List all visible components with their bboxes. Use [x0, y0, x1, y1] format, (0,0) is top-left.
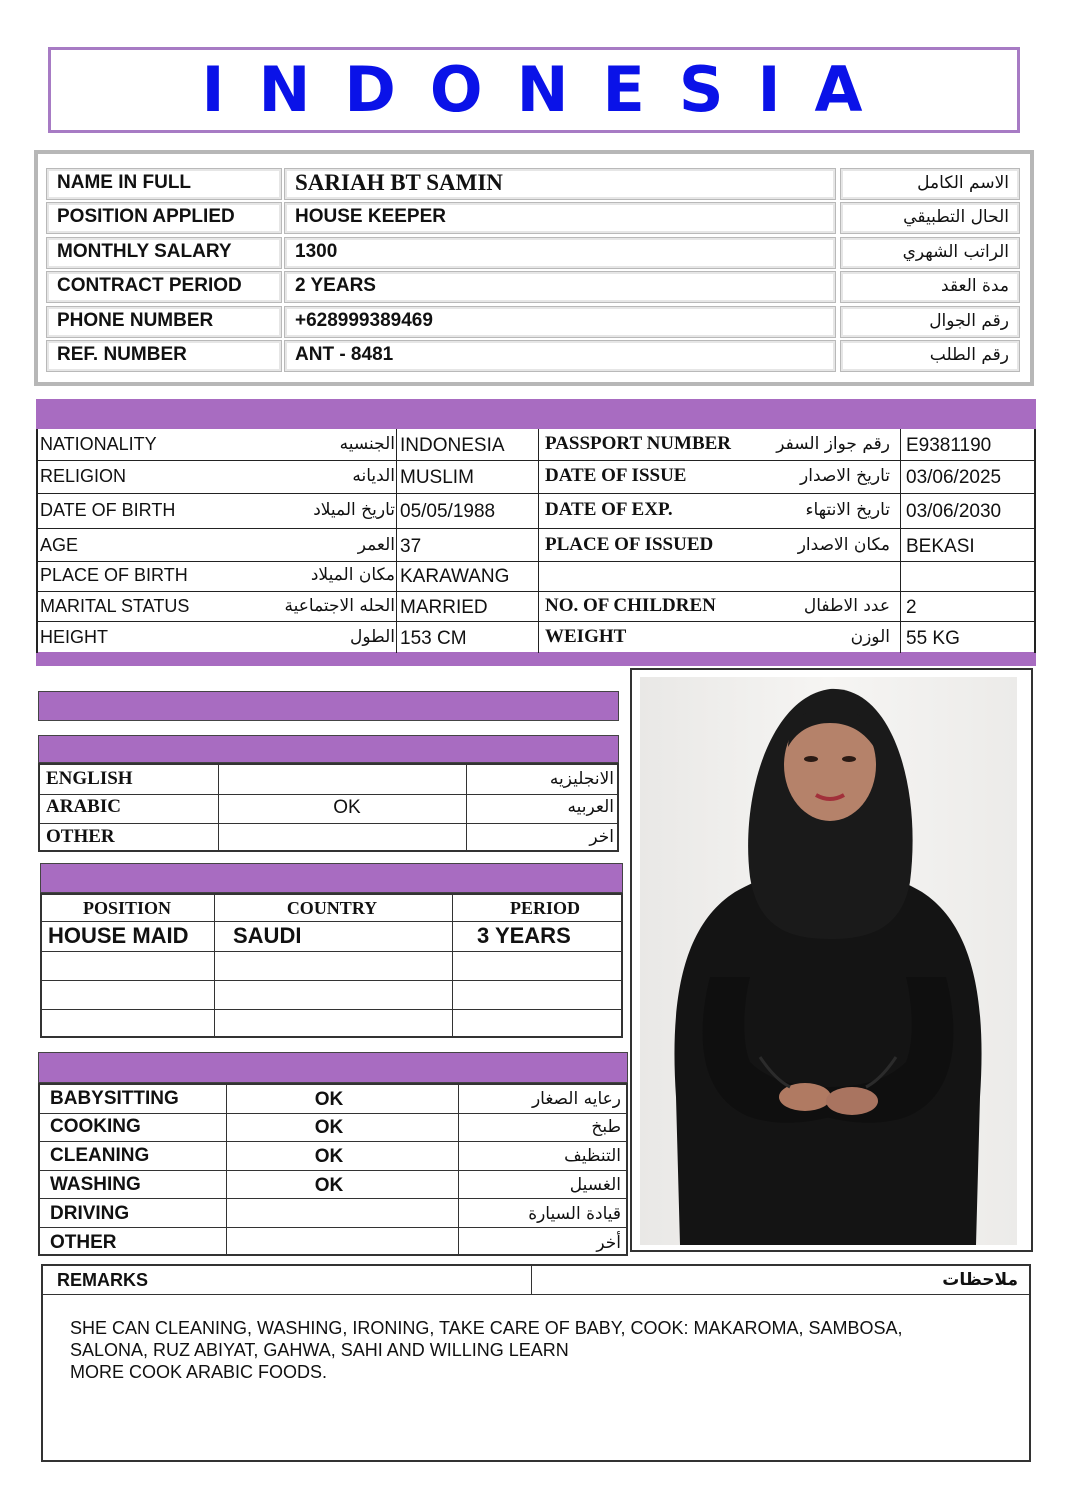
- ref-number-value: ANT - 8481: [284, 340, 836, 372]
- page-title: INDONESIA: [201, 53, 897, 126]
- personal-label: NATIONALITY: [40, 434, 157, 454]
- remarks-line: SHE CAN CLEANING, WASHING, IRONING, TAKE CARE OF BABY, COOK: MAKAROMA, SAMBOSA,: [70, 1318, 903, 1338]
- remarks-line: SALONA, RUZ ABIYAT, GAHWA, SAHI AND WILLING LEARN: [70, 1340, 569, 1360]
- applicant-photo: [640, 677, 1017, 1245]
- phone-number-value: +628999389469: [284, 306, 836, 338]
- info-label: CONTRACT PERIOD: [46, 271, 282, 303]
- info-arabic-label: الاسم الكامل: [840, 168, 1020, 200]
- personal-value: 153 CM: [400, 628, 467, 649]
- personal-value: MARRIED: [400, 597, 488, 618]
- info-label: REF. NUMBER: [46, 340, 282, 372]
- personal-label: DATE OF ISSUE: [545, 465, 687, 486]
- language-label: ARABIC: [46, 796, 121, 817]
- full-name-value: SARIAH BT SAMIN: [284, 168, 836, 200]
- skills-header-band: [38, 1052, 628, 1083]
- personal-arabic-label: رقم جواز السفر: [776, 434, 890, 454]
- personal-value: 55 KG: [906, 628, 960, 649]
- skill-arabic-label: طبخ: [591, 1117, 621, 1137]
- personal-arabic-label: الوزن: [850, 627, 890, 647]
- skill-label: COOKING: [50, 1116, 141, 1137]
- personal-footer-band: [36, 652, 1036, 666]
- personal-arabic-label: الديانه: [352, 466, 395, 486]
- remarks-line: MORE COOK ARABIC FOODS.: [70, 1362, 328, 1382]
- language-label: ENGLISH: [46, 768, 133, 789]
- personal-arabic-label: العمر: [357, 535, 395, 555]
- personal-value: MUSLIM: [400, 467, 474, 488]
- skill-label: BABYSITTING: [50, 1088, 179, 1109]
- info-label: NAME IN FULL: [46, 168, 282, 200]
- info-arabic-label: رقم الجوال: [840, 306, 1020, 338]
- skill-label: CLEANING: [50, 1145, 150, 1166]
- personal-arabic-label: الطول: [350, 627, 395, 647]
- language-label: OTHER: [46, 826, 115, 847]
- monthly-salary-value: 1300: [284, 237, 836, 269]
- personal-arabic-label: تاريخ الاصدار: [800, 466, 890, 486]
- personal-label: PLACE OF ISSUED: [545, 534, 714, 555]
- personal-label: PASSPORT NUMBER: [545, 433, 732, 454]
- personal-label: DATE OF EXP.: [545, 499, 673, 520]
- skill-arabic-label: قيادة السيارة: [528, 1204, 621, 1224]
- skill-value: OK: [314, 1089, 344, 1110]
- contract-period-value: 2 YEARS: [284, 271, 836, 303]
- personal-value: 37: [400, 536, 422, 557]
- personal-value: E9381190: [906, 435, 992, 456]
- personal-label: RELIGION: [40, 466, 127, 486]
- personal-value: 2: [906, 597, 917, 618]
- personal-value: INDONESIA: [400, 435, 505, 456]
- skill-label: OTHER: [50, 1232, 117, 1253]
- info-arabic-label: مدة العقد: [840, 271, 1020, 303]
- info-label: PHONE NUMBER: [46, 306, 282, 338]
- info-arabic-label: رقم الطلب: [840, 340, 1020, 372]
- personal-arabic-label: عدد الاطفال: [803, 596, 890, 616]
- skill-arabic-label: رعايه الصغار: [531, 1089, 621, 1109]
- personal-value: 03/06/2025: [906, 467, 1002, 488]
- skill-arabic-label: أخر: [596, 1233, 621, 1253]
- info-arabic-label: الحال التطبيقي: [840, 202, 1020, 234]
- language-arabic-label: الانجليزيه: [549, 769, 614, 789]
- personal-value: BEKASI: [906, 536, 975, 557]
- personal-value: KARAWANG: [400, 566, 510, 587]
- personal-label: AGE: [40, 535, 79, 555]
- applicant-info-table: [34, 150, 1034, 386]
- skill-label: DRIVING: [50, 1203, 130, 1224]
- experience-header-band: [40, 863, 623, 893]
- skill-label: WASHING: [50, 1174, 141, 1195]
- language-arabic-label: اخر: [589, 827, 614, 847]
- languages-header-band: [38, 735, 619, 763]
- skill-value: OK: [314, 1117, 344, 1138]
- experience-column-header: PERIOD: [509, 898, 581, 918]
- personal-arabic-label: مكان الميلاد: [310, 565, 395, 585]
- personal-arabic-label: تاريخ الميلاد: [313, 500, 395, 520]
- personal-label: PLACE OF BIRTH: [40, 565, 188, 585]
- remarks-label: REMARKS: [57, 1270, 149, 1290]
- info-label: POSITION APPLIED: [46, 202, 282, 234]
- experience-column-header: POSITION: [82, 898, 172, 918]
- personal-label: MARITAL STATUS: [40, 596, 190, 616]
- section-band: [38, 691, 619, 721]
- personal-label: HEIGHT: [40, 627, 109, 647]
- personal-value: 03/06/2030: [906, 501, 1002, 522]
- info-label: MONTHLY SALARY: [46, 237, 282, 269]
- personal-header-band: [36, 399, 1036, 429]
- personal-arabic-label: مكان الاصدار: [797, 535, 890, 555]
- position-applied-value: HOUSE KEEPER: [284, 202, 836, 234]
- skill-value: OK: [314, 1175, 344, 1196]
- personal-label: NO. OF CHILDREN: [545, 595, 716, 616]
- remarks-arabic-label: ملاحظات: [942, 1270, 1018, 1290]
- personal-arabic-label: تاريخ الانتهاء: [805, 500, 890, 520]
- personal-label: WEIGHT: [545, 626, 627, 647]
- info-arabic-label: الراتب الشهري: [840, 237, 1020, 269]
- skill-arabic-label: التنظيف: [564, 1146, 621, 1166]
- experience-cell: 3 YEARS: [477, 923, 571, 948]
- experience-cell: HOUSE MAID: [48, 923, 189, 948]
- skill-value: OK: [314, 1146, 344, 1167]
- language-value: OK: [333, 797, 361, 818]
- personal-arabic-label: الجنسيه: [339, 434, 395, 454]
- personal-label: DATE OF BIRTH: [40, 500, 176, 520]
- language-arabic-label: العربيه: [567, 797, 614, 817]
- personal-value: 05/05/1988: [400, 501, 496, 522]
- experience-column-header: COUNTRY: [286, 898, 378, 918]
- experience-cell: SAUDI: [233, 923, 302, 948]
- skill-arabic-label: الغسيل: [569, 1175, 621, 1195]
- personal-arabic-label: الحله الاجتماعية: [284, 596, 395, 616]
